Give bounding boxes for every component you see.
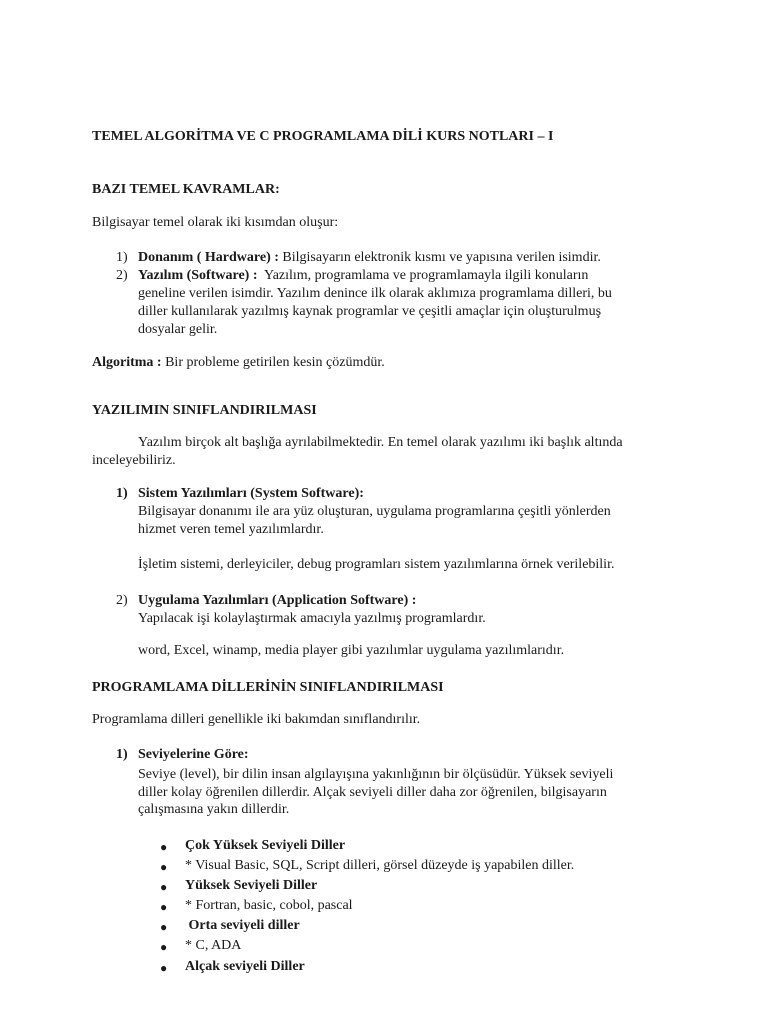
term-hardware: Donanım ( Hardware) : — [138, 250, 279, 265]
list-item: Alçak seviyeli Diller — [185, 959, 305, 974]
definition-text: diller kullanılarak yazılmış kaynak programlar ve çeşitli amaçlar için oluşturulmuş — [138, 304, 602, 319]
bullet-dot-icon: ● — [160, 961, 168, 975]
definition-text: Bir probleme getirilen kesin çözümdür. — [165, 355, 385, 370]
section-intro: Programlama dilleri genellikle iki bakımdan sınıflandırılır. — [92, 712, 421, 727]
bullet-dot-icon: ● — [160, 940, 168, 954]
paragraph-line: çalışmasına yakın dillerdir. — [138, 802, 290, 817]
section-heading-software-classification: YAZILIMIN SINIFLANDIRILMASI — [92, 403, 317, 418]
list-number: 2) — [116, 593, 128, 608]
subheading-system-software: Sistem Yazılımları (System Software): — [138, 486, 364, 501]
definition-text: Yazılım, programlama ve programlamayla ilgili konuların — [261, 268, 589, 283]
paragraph-line: inceleyebiliriz. — [92, 453, 176, 468]
paragraph-line: Yazılım birçok alt başlığa ayrılabilmektedir. En temel olarak yazılımı iki başlık altında — [138, 435, 623, 450]
list-item: Yüksek Seviyeli Diller — [185, 878, 318, 893]
list-number: 1) — [116, 250, 128, 265]
bullet-dot-icon: ● — [160, 880, 168, 894]
section-heading-language-classification: PROGRAMLAMA DİLLERİNİN SINIFLANDIRILMASI — [92, 680, 444, 695]
term-algorithm: Algoritma : — [92, 355, 162, 370]
section-intro: Bilgisayar temel olarak iki kısımdan oluşur: — [92, 215, 339, 230]
document-title: TEMEL ALGORİTMA VE C PROGRAMLAMA DİLİ KURS NOTLARI – I — [92, 129, 554, 144]
list-item: * C, ADA — [185, 938, 242, 953]
paragraph-line: Yapılacak işi kolaylaştırmak amacıyla yazılmış programlardır. — [138, 611, 486, 626]
bullet-dot-icon: ● — [160, 900, 168, 914]
list-item-software — [138, 267, 588, 285]
section-heading-basic-concepts: BAZI TEMEL KAVRAMLAR: — [92, 182, 280, 197]
example-text: word, Excel, winamp, media player gibi yazılımlar uygulama yazılımlarıdır. — [138, 643, 565, 658]
subheading-by-level: Seviyelerine Göre: — [138, 747, 249, 762]
subheading-application-software: Uygulama Yazılımları (Application Software) : — [138, 593, 417, 608]
list-item-hardware — [138, 249, 601, 267]
list-item: * Visual Basic, SQL, Script dilleri, görsel düzeyde iş yapabilen diller. — [185, 858, 575, 873]
definition-text: geneline verilen isimdir. Yazılım denince ilk olarak aklımıza programlama dilleri, bu — [138, 286, 612, 301]
algorithm-definition — [92, 354, 385, 372]
list-item: * Fortran, basic, cobol, pascal — [185, 898, 353, 913]
list-number: 2) — [116, 268, 128, 283]
paragraph-line: Seviye (level), bir dilin insan algılayışına yakınlığının bir ölçüsüdür. Yüksek seviyeli — [138, 767, 614, 782]
list-item: Orta seviyeli diller — [185, 918, 300, 933]
term-software: Yazılım (Software) : — [138, 268, 258, 283]
example-text: İşletim sistemi, derleyiciler, debug programları sistem yazılımlarına örnek verilebilir. — [138, 557, 615, 572]
definition-text: Bilgisayarın elektronik kısmı ve yapısına verilen isimdir. — [282, 250, 601, 265]
bullet-dot-icon: ● — [160, 920, 168, 934]
list-number: 1) — [116, 747, 128, 762]
paragraph-line: hizmet veren temel yazılımlardır. — [138, 522, 324, 537]
list-item: Çok Yüksek Seviyeli Diller — [185, 838, 346, 853]
definition-text: dosyalar gelir. — [138, 322, 218, 337]
paragraph-line: diller kolay öğrenilen dillerdir. Alçak seviyeli diller daha zor öğrenilen, bilgisayarın — [138, 785, 607, 800]
paragraph-line: Bilgisayar donanımı ile ara yüz oluşturan, uygulama programlarına çeşitli yönlerden — [138, 504, 611, 519]
bullet-dot-icon: ● — [160, 840, 168, 854]
list-number: 1) — [116, 486, 128, 501]
bullet-dot-icon: ● — [160, 860, 168, 874]
